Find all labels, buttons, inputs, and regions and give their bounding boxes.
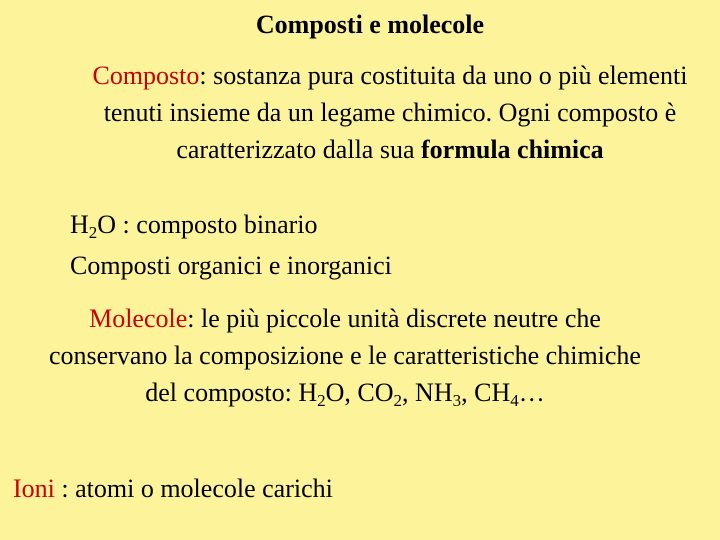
formula-part: , <box>461 378 468 407</box>
formula-ch4: CH <box>467 378 511 407</box>
formula-sub: 2 <box>393 391 403 410</box>
composto-term: Composto <box>92 61 200 90</box>
molecole-term: Molecole <box>89 304 188 333</box>
h2o-h: H <box>70 210 89 239</box>
formula-chimica-bold: formula chimica <box>421 135 604 164</box>
ioni-text: : atomi o molecole carichi <box>54 474 333 503</box>
formula-sub: 2 <box>317 391 326 410</box>
composto-text: : sostanza pura costituita da uno o più elementi tenuti insieme da un legame chimico. Ogni composto è caratterizzato dalla sua <box>103 61 688 164</box>
ioni-line <box>13 474 333 504</box>
formula-part: … <box>518 378 545 407</box>
slide-title: Composti e molecole <box>255 10 485 39</box>
ioni-term: Ioni <box>13 474 55 503</box>
h2o-sub: 2 <box>88 223 98 242</box>
molecole-definition <box>40 300 650 411</box>
formula-h2o: H <box>298 378 318 407</box>
formula-sub: 3 <box>452 391 462 410</box>
formula-co2: CO <box>357 378 394 407</box>
formula-sub: 4 <box>510 391 519 410</box>
h2o-example <box>70 210 318 240</box>
h2o-rest: O : composto binario <box>97 210 318 239</box>
formula-nh3: NH <box>408 378 453 407</box>
organic-line: Composti organici e inorganici <box>70 251 392 280</box>
composto-definition <box>70 57 710 168</box>
formula-part: , <box>402 378 409 407</box>
formula-part: O, <box>325 378 351 407</box>
molecole-text: : le più piccole unità discrete neutre che conservano la composizione e le caratteristiche chimiche del composto: <box>49 304 641 407</box>
